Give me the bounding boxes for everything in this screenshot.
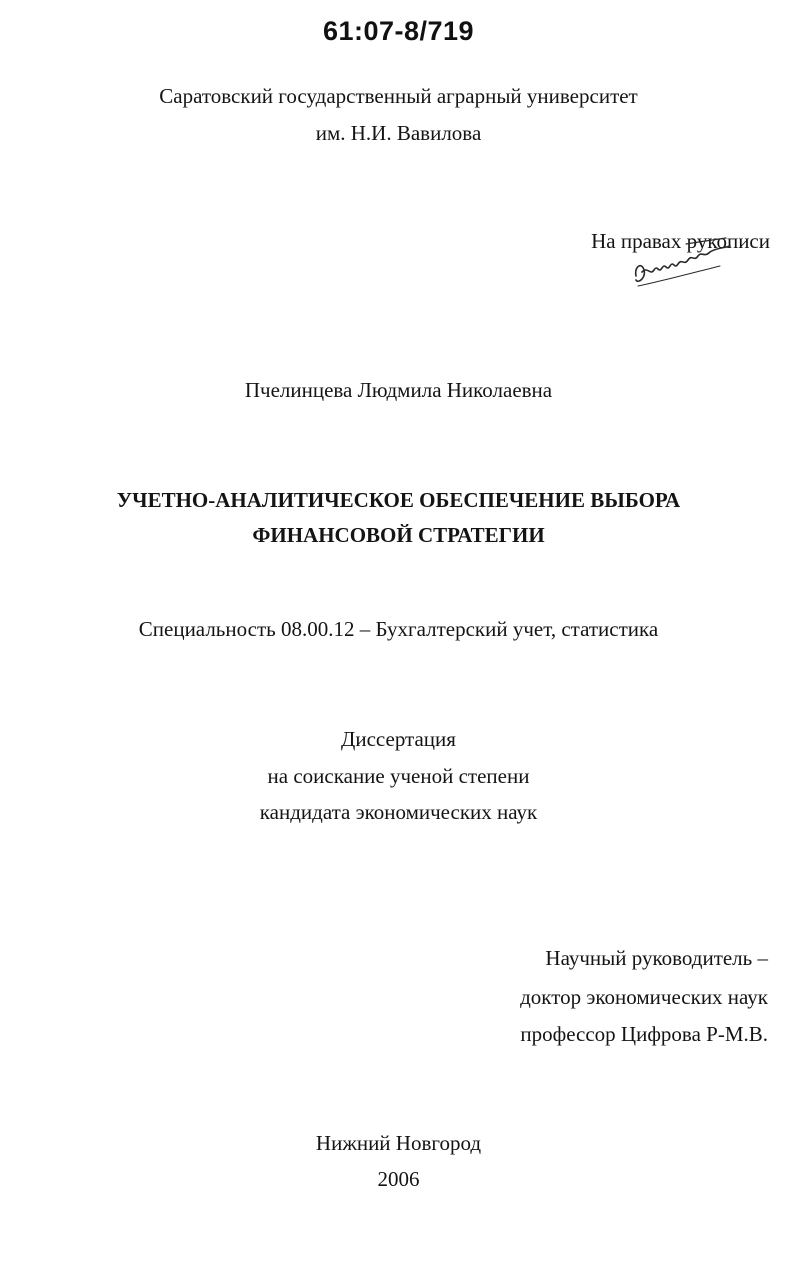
university-named-after: им. Н.И. Вавилова bbox=[315, 121, 482, 145]
city: Нижний Новгород bbox=[315, 1131, 482, 1155]
university-name: Саратовский государственный аграрный университет bbox=[159, 84, 638, 108]
year: 2006 bbox=[377, 1167, 420, 1191]
thesis-title-line-2: ФИНАНСОВОЙ СТРАТЕГИИ bbox=[252, 523, 545, 547]
supervisor-name: профессор Цифрова Р-М.В. bbox=[520, 1022, 768, 1046]
thesis-title-line-1: УЧЕТНО-АНАЛИТИЧЕСКОЕ ОБЕСПЕЧЕНИЕ ВЫБОРА bbox=[116, 488, 681, 512]
signature-icon bbox=[628, 236, 738, 292]
degree-type: Диссертация bbox=[341, 727, 456, 751]
supervisor-degree: доктор экономических наук bbox=[520, 985, 768, 1009]
author-name: Пчелинцева Людмила Николаевна bbox=[244, 378, 553, 402]
supervisor-label: Научный руководитель – bbox=[545, 946, 768, 970]
specialty: Специальность 08.00.12 – Бухгалтерский учет, статистика bbox=[138, 617, 659, 641]
manuscript-rights-label: На правах рукописи bbox=[591, 229, 770, 253]
degree-field: кандидата экономических наук bbox=[259, 800, 538, 824]
catalog-number: 61:07-8/719 bbox=[322, 16, 475, 46]
degree-purpose: на соискание ученой степени bbox=[267, 764, 530, 788]
